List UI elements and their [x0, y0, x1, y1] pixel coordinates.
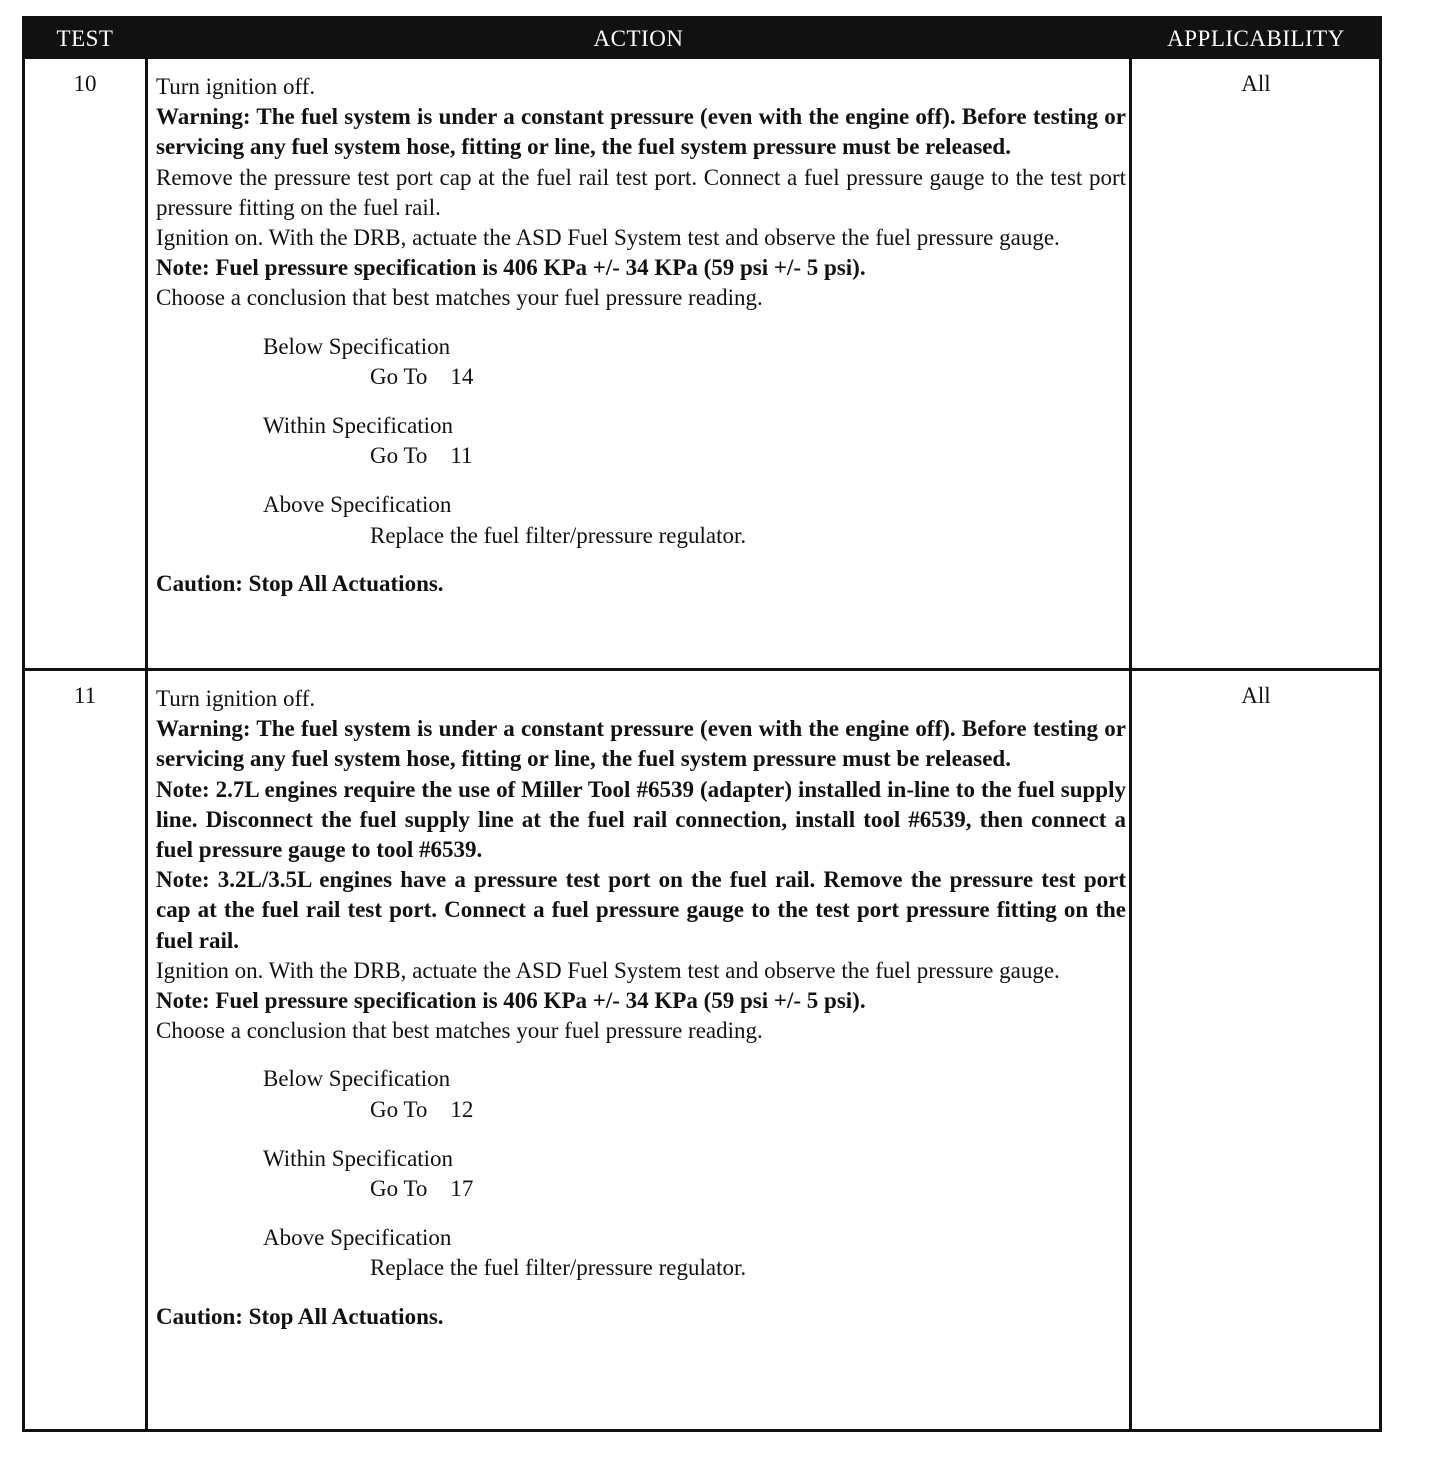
- conclusion-option: [156, 411, 1126, 471]
- option-result: Replace the fuel filter/pressure regulator.: [370, 522, 747, 548]
- step-text: Turn ignition off.: [156, 74, 316, 99]
- conclusion-option: [156, 1223, 1126, 1283]
- option-result: Go To 17: [370, 1176, 474, 1202]
- option-label: Above Specification: [263, 492, 452, 518]
- conclusion-option: [156, 1064, 1126, 1124]
- note-text: Note: Fuel pressure specification is 406 KPa +/- 34 KPa (59 psi +/- 5 psi).: [156, 988, 866, 1014]
- header-test: TEST: [56, 26, 114, 51]
- step-text: Ignition on. With the DRB, actuate the ASD Fuel System test and observe the fuel pressure gauge.: [156, 957, 1060, 983]
- option-result: Go To 12: [370, 1096, 474, 1122]
- note-text: Note: Fuel pressure specification is 406 KPa +/- 34 KPa (59 psi +/- 5 psi).: [156, 255, 866, 281]
- test-number: 11: [73, 683, 97, 708]
- option-result: Replace the fuel filter/pressure regulator.: [370, 1255, 747, 1281]
- option-label: Above Specification: [263, 1225, 452, 1251]
- note-text: Note: 3.2L/3.5L engines have a pressure test port on the fuel rail. Remove the pressure test port cap at the fuel rail test port. Connect a fuel pressure gauge to the test port pressure fitting on the fuel rail.: [156, 867, 1126, 953]
- caution-text: Caution: Stop All Actuations.: [156, 1303, 444, 1329]
- applicability-value: All: [1241, 71, 1271, 96]
- action-cell: [156, 72, 1126, 599]
- step-text: Remove the pressure test port cap at the fuel rail test port. Connect a fuel pressure gauge to the test port pressure fitting on the fuel rail.: [156, 164, 1126, 220]
- option-label: Below Specification: [263, 1066, 451, 1092]
- applicability-value: All: [1241, 683, 1271, 708]
- conclusion-option: [156, 1144, 1126, 1204]
- option-result: Go To 14: [370, 363, 474, 389]
- step-text: Turn ignition off.: [156, 686, 316, 711]
- step-text: Choose a conclusion that best matches your fuel pressure reading.: [156, 1018, 763, 1044]
- warning-text: Warning: The fuel system is under a constant pressure (even with the engine off). Before testing or servicing any fuel system hose, fitting or line, the fuel system pressure must be released.: [156, 104, 1126, 160]
- conclusion-option: [156, 490, 1126, 550]
- diagnostic-table: [22, 16, 1382, 1432]
- table-header: [25, 19, 1379, 59]
- step-text: Ignition on. With the DRB, actuate the ASD Fuel System test and observe the fuel pressure gauge.: [156, 225, 1060, 251]
- step-text: Choose a conclusion that best matches your fuel pressure reading.: [156, 285, 763, 311]
- table-row: [25, 671, 1379, 1429]
- conclusion-option: [156, 332, 1126, 392]
- option-label: Below Specification: [263, 333, 451, 359]
- option-result: Go To 11: [370, 443, 473, 469]
- table-row: [25, 59, 1379, 668]
- test-number: 10: [73, 71, 97, 96]
- action-cell: [156, 684, 1126, 1332]
- caution-text: Caution: Stop All Actuations.: [156, 570, 444, 596]
- option-label: Within Specification: [263, 1145, 454, 1171]
- note-text: Note: 2.7L engines require the use of Miller Tool #6539 (adapter) installed in-line to the fuel supply line. Disconnect the fuel supply line at the fuel rail connection, install tool #6539, then connect a fuel pressure gauge to tool #6539.: [156, 776, 1126, 863]
- header-applicability: APPLICABILITY: [1167, 26, 1345, 51]
- header-action: ACTION: [593, 26, 684, 51]
- option-label: Within Specification: [263, 413, 454, 439]
- warning-text: Warning: The fuel system is under a constant pressure (even with the engine off). Before testing or servicing any fuel system hose, fitting or line, the fuel system pressure must be released.: [156, 716, 1126, 772]
